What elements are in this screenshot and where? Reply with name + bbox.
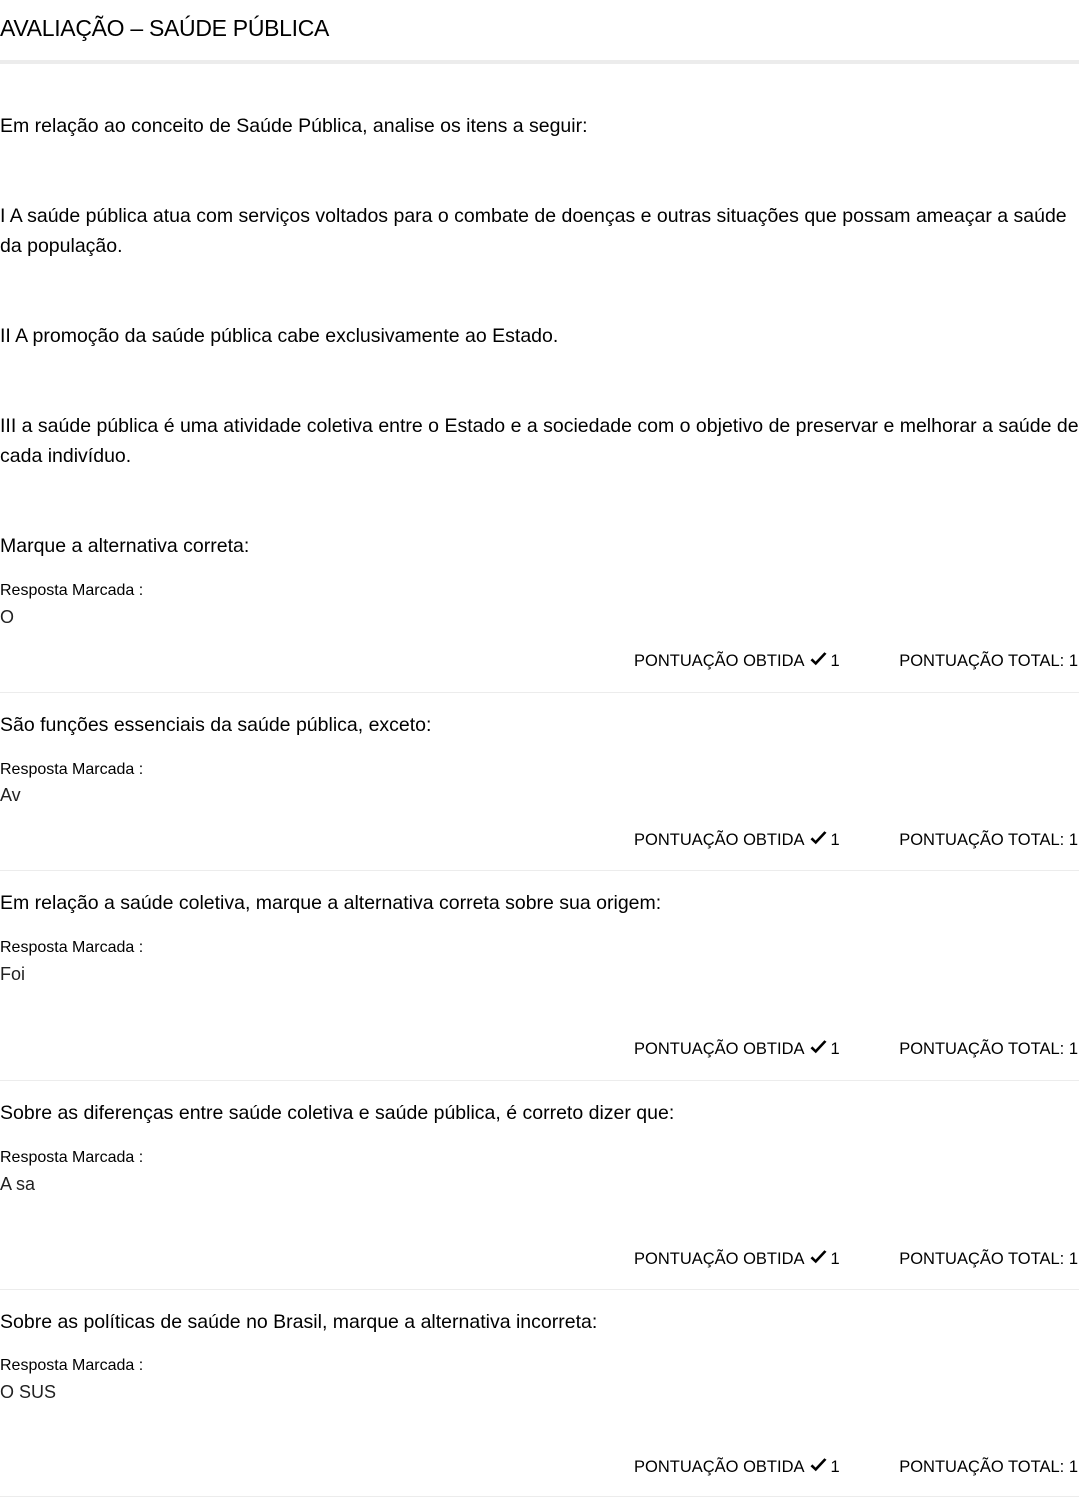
score-obtained-label: PONTUAÇÃO OBTIDA: [634, 1458, 805, 1476]
score-total: PONTUAÇÃO TOTAL: 1: [899, 831, 1078, 849]
page-title: AVALIAÇÃO – SAÚDE PÚBLICA: [0, 15, 330, 41]
score-row: [0, 828, 1079, 852]
question-1-item-iii: III a saúde pública é uma atividade coletiva entre o Estado e a sociedade com o objetivo de preservar e melhorar a saúde de cada indivíduo.: [0, 415, 1079, 467]
score-obtained-value: 1: [830, 1250, 840, 1268]
question-3-text: Em relação a saúde coletiva, marque a alternativa correta sobre sua origem:: [0, 892, 662, 914]
check-icon: [809, 1040, 828, 1055]
question-1-item-i: I A saúde pública atua com serviços voltados para o combate de doenças e outras situações que possam ameaçar a saúde da população.: [0, 205, 1067, 257]
question-1-prompt: Marque a alternativa correta:: [0, 535, 250, 557]
divider: [0, 1080, 1079, 1081]
score-obtained-label: PONTUAÇÃO OBTIDA: [634, 1040, 805, 1058]
score-obtained: [634, 828, 840, 852]
score-obtained-value: 1: [830, 1458, 840, 1476]
answer-value: Av: [0, 785, 21, 805]
score-total: PONTUAÇÃO TOTAL: 1: [899, 1458, 1078, 1476]
score-row: [0, 1455, 1079, 1479]
score-total: PONTUAÇÃO TOTAL: 1: [899, 652, 1078, 670]
answer-label: Resposta Marcada :: [0, 582, 144, 599]
score-total: PONTUAÇÃO TOTAL: 1: [899, 1250, 1078, 1268]
divider: [0, 692, 1079, 693]
score-obtained: [634, 1247, 840, 1271]
score-obtained-label: PONTUAÇÃO OBTIDA: [634, 831, 805, 849]
answer-label: Resposta Marcada :: [0, 1357, 144, 1374]
question-1-intro: Em relação ao conceito de Saúde Pública, analise os itens a seguir:: [0, 115, 588, 137]
page-header: [0, 0, 1079, 64]
score-row: [0, 1037, 1079, 1061]
score-obtained: [634, 1037, 840, 1061]
divider: [0, 870, 1079, 871]
score-obtained-value: 1: [830, 1040, 840, 1058]
divider: [0, 1289, 1079, 1290]
question-2-text: São funções essenciais da saúde pública, exceto:: [0, 714, 432, 736]
answer-label: Resposta Marcada :: [0, 1149, 144, 1166]
question-5-text: Sobre as políticas de saúde no Brasil, marque a alternativa incorreta:: [0, 1311, 598, 1333]
answer-value: A sa: [0, 1174, 36, 1194]
question-1-item-ii: II A promoção da saúde pública cabe exclusivamente ao Estado.: [0, 325, 559, 347]
score-obtained-value: 1: [830, 831, 840, 849]
answer-value: Foi: [0, 964, 26, 984]
divider: [0, 1496, 1079, 1497]
score-obtained: [634, 649, 840, 673]
answer-value: O SUS: [0, 1382, 57, 1402]
score-obtained: [634, 1455, 840, 1479]
answer-label: Resposta Marcada :: [0, 761, 144, 778]
check-icon: [809, 1250, 828, 1265]
score-total: PONTUAÇÃO TOTAL: 1: [899, 1040, 1078, 1058]
check-icon: [809, 1458, 828, 1473]
score-row: [0, 1247, 1079, 1271]
score-obtained-label: PONTUAÇÃO OBTIDA: [634, 1250, 805, 1268]
question-4-text: Sobre as diferenças entre saúde coletiva e saúde pública, é correto dizer que:: [0, 1102, 675, 1124]
score-obtained-label: PONTUAÇÃO OBTIDA: [634, 652, 805, 670]
score-row: [0, 649, 1079, 673]
answer-value: O: [0, 607, 15, 627]
check-icon: [809, 652, 828, 667]
score-obtained-value: 1: [830, 652, 840, 670]
answer-label: Resposta Marcada :: [0, 939, 144, 956]
check-icon: [809, 831, 828, 846]
